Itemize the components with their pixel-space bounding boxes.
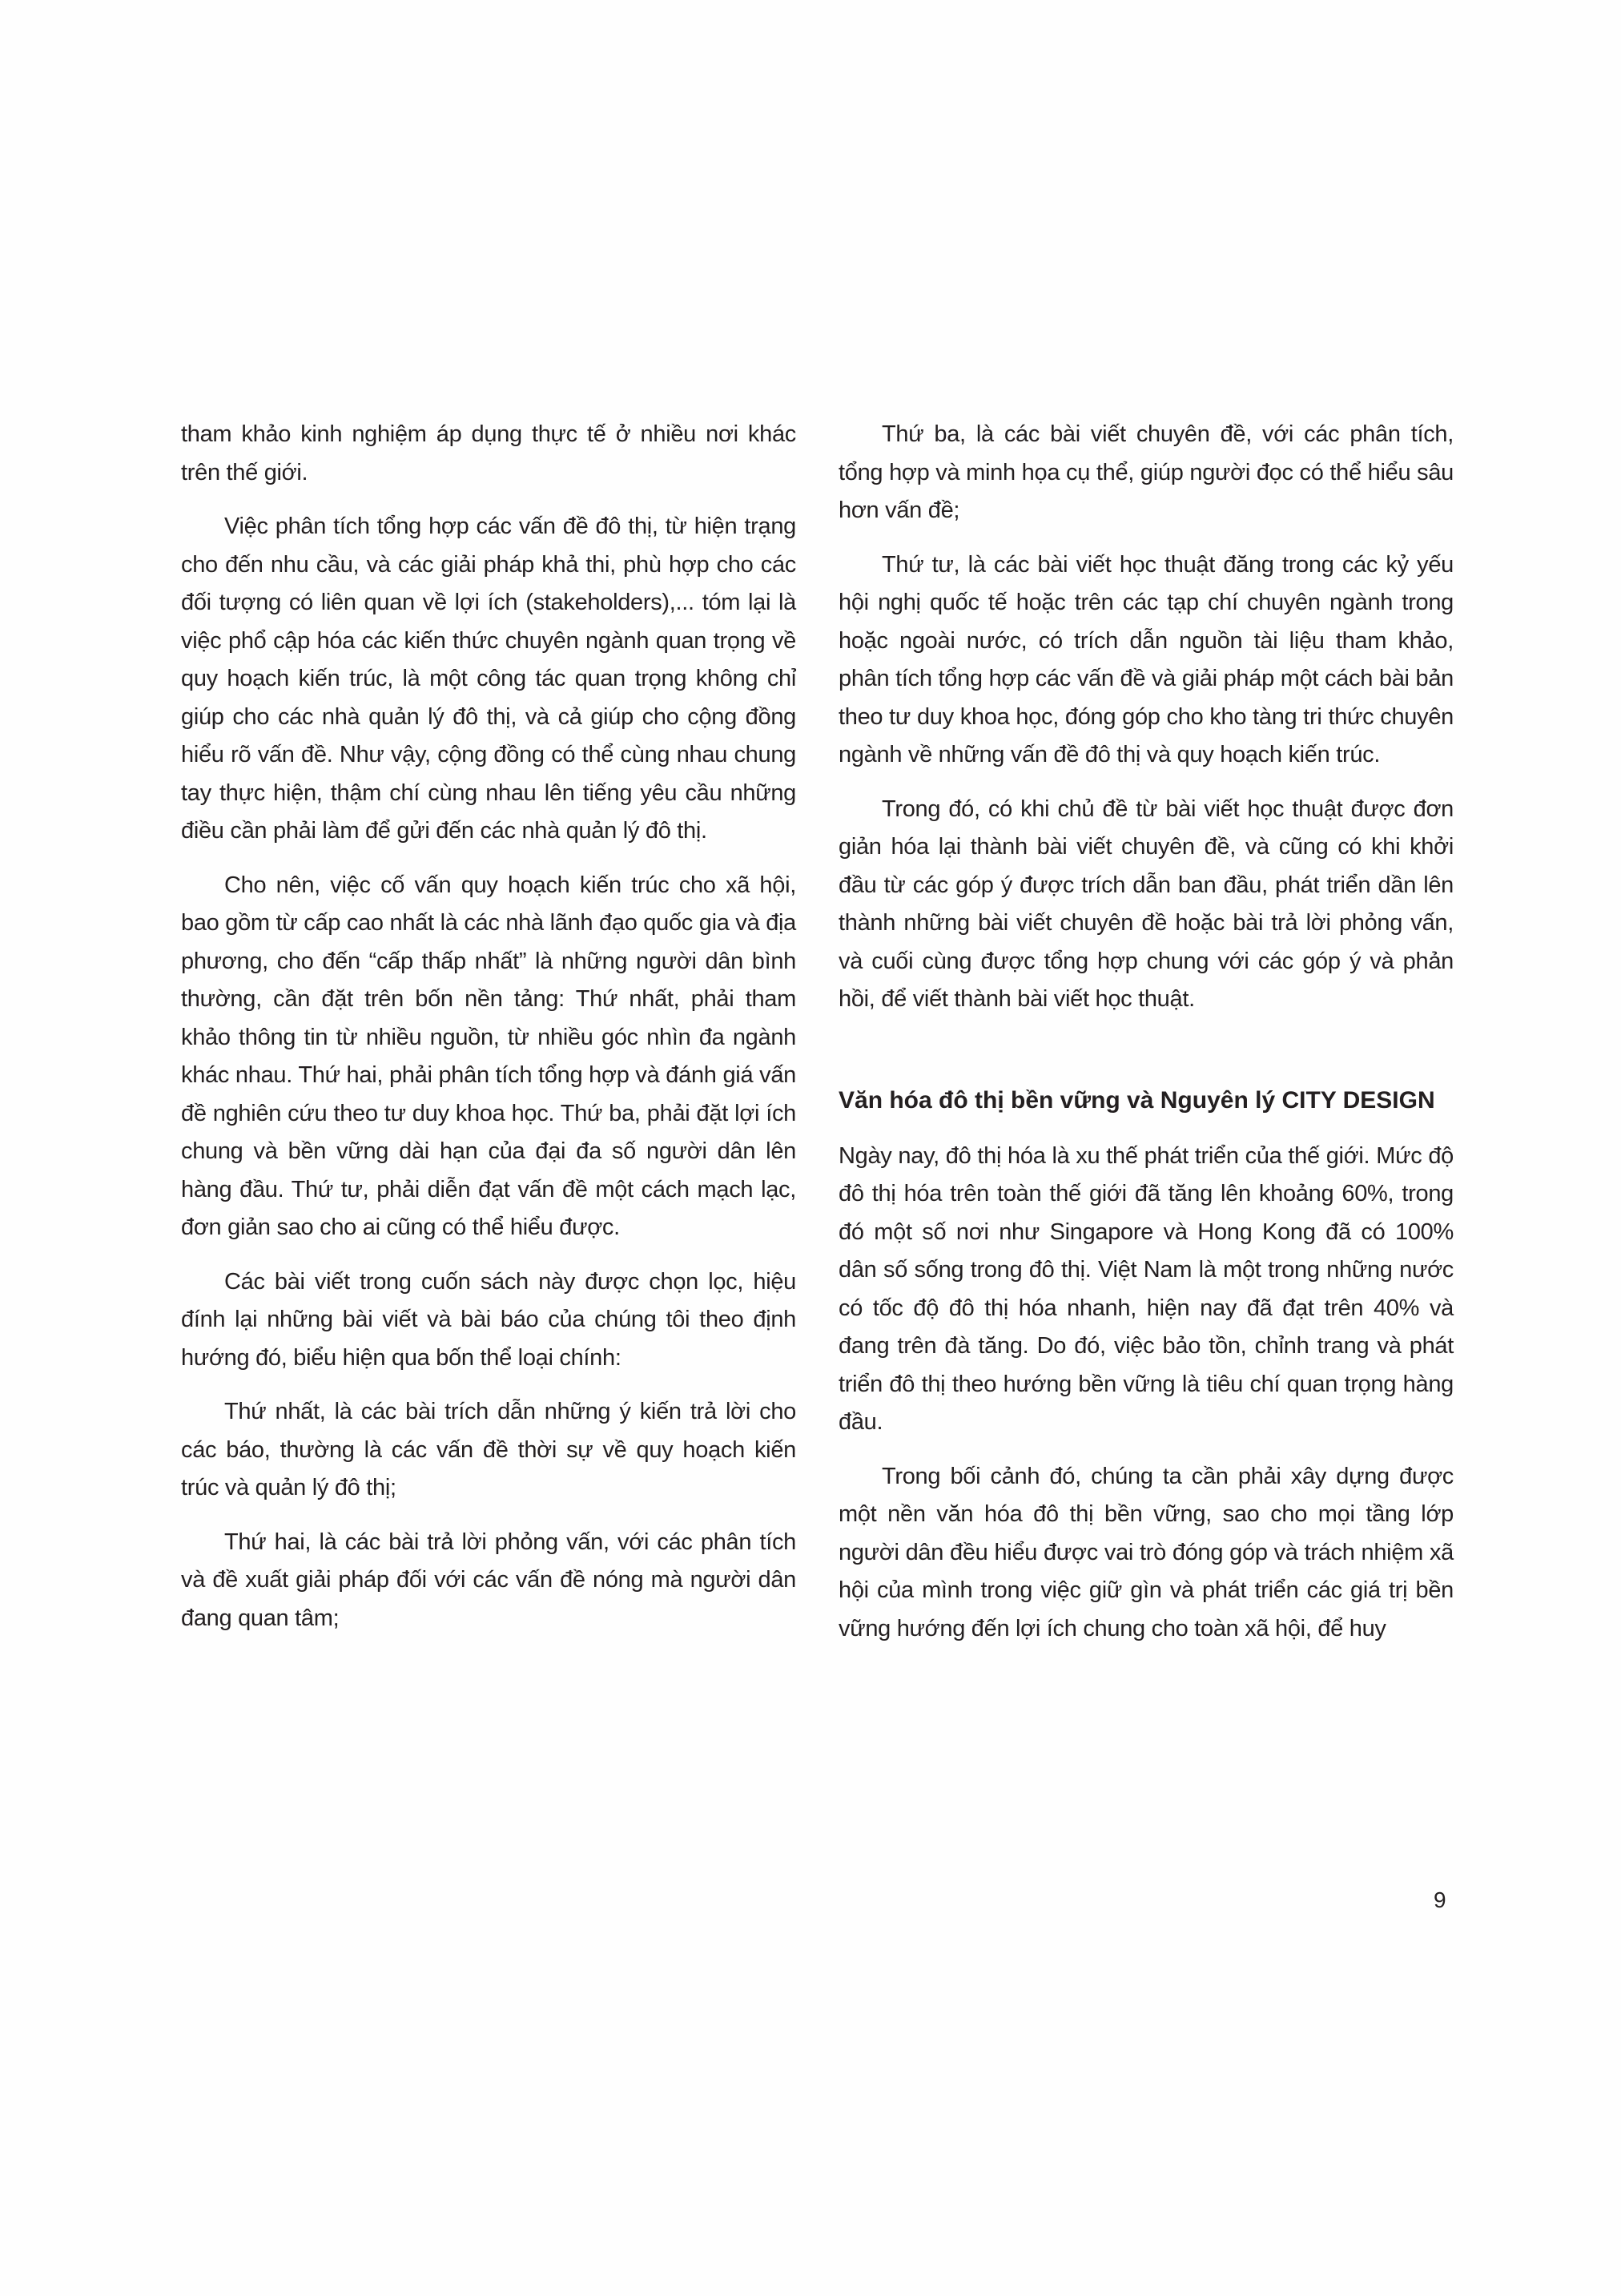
paragraph: Ngày nay, đô thị hóa là xu thế phát triển của thế giới. Mức độ đô thị hóa trên toàn thế giới đã tăng lên khoảng 60%, trong đó một số nơi như Singapore và Hong Kong đã có 100% dân số sống trong đô thị. Việt Nam là một trong những nước có tốc độ đô thị hóa nhanh, hiện nay đã đạt trên 40% và đang trên đà tăng. Do đó, việc bảo tồn, chỉnh trang và phát triển đô thị theo hướng bền vững là tiêu chí quan trọng hàng đầu. [839, 1142, 1454, 1435]
paragraph: Thứ tư, là các bài viết học thuật đăng trong các kỷ yếu hội nghị quốc tế hoặc trên các tạp chí chuyên ngành trong hoặc ngoài nước, có trích dẫn nguồn tài liệu tham khảo, phân tích tổng hợp các vấn đề và giải pháp một cách bài bản theo tư duy khoa học, đóng góp cho kho tàng tri thức chuyên ngành về những vấn đề đô thị và quy hoạch kiến trúc. [839, 551, 1454, 767]
paragraph: Trong đó, có khi chủ đề từ bài viết học thuật được đơn giản hóa lại thành bài viết chuyên đề, và cũng có khi khởi đầu từ các góp ý được trích dẫn ban đầu, phát triển dần lên thành những bài viết chuyên đề hoặc bài trả lời phỏng vấn, và cuối cùng được tổng hợp chung với các góp ý và phản hồi, để viết thành bài viết học thuật. [839, 796, 1454, 1012]
paragraph: Các bài viết trong cuốn sách này được chọn lọc, hiệu đính lại những bài viết và bài báo của chúng tôi theo định hướng đó, biểu hiện qua bốn thể loại chính: [181, 1268, 796, 1371]
page-number: 9 [1434, 1887, 1446, 1912]
left-column [181, 416, 796, 1654]
section-heading: Văn hóa đô thị bền vững và Nguyên lý CITY DESIGN [839, 1086, 1435, 1114]
paragraph: Thứ nhất, là các bài trích dẫn những ý kiến trả lời cho các báo, thường là các vấn đề thời sự về quy hoạch kiến trúc và quản lý đô thị; [181, 1399, 796, 1500]
right-column [839, 416, 1454, 1664]
paragraph: Thứ ba, là các bài viết chuyên đề, với các phân tích, tổng hợp và minh họa cụ thể, giúp người đọc có thể hiểu sâu hơn vấn đề; [839, 421, 1454, 523]
paragraph: Cho nên, việc cố vấn quy hoạch kiến trúc cho xã hội, bao gồm từ cấp cao nhất là các nhà lãnh đạo quốc gia và địa phương, cho đến “cấp thấp nhất” là những người dân bình thường, cần đặt trên bốn nền tảng: Thứ nhất, phải tham khảo thông tin từ nhiều nguồn, từ nhiều góc nhìn đa ngành khác nhau. Thứ hai, phải phân tích tổng hợp và đánh giá vấn đề nghiên cứu theo tư duy khoa học. Thứ ba, phải đặt lợi ích chung và bền vững dài hạn của đại đa số người dân lên hàng đầu. Thứ tư, phải diễn đạt vấn đề một cách mạch lạc, đơn giản sao cho ai cũng có thể hiểu được. [181, 872, 796, 1240]
paragraph: Trong bối cảnh đó, chúng ta cần phải xây dựng được một nền văn hóa đô thị bền vững, sao cho mọi tầng lớp người dân đều hiểu được vai trò đóng góp và trách nhiệm xã hội của mình trong việc giữ gìn và phát triển các giá trị bền vững hướng đến lợi ích chung cho toàn xã hội, để huy [839, 1463, 1454, 1641]
paragraph: tham khảo kinh nghiệm áp dụng thực tế ở nhiều nơi khác trên thế giới. [181, 421, 796, 485]
paragraph: Việc phân tích tổng hợp các vấn đề đô thị, từ hiện trạng cho đến nhu cầu, và các giải pháp khả thi, phù hợp cho các đối tượng có liên quan về lợi ích (stakeholders),... tóm lại là việc phổ cập hóa các kiến thức chuyên ngành quan trọng về quy hoạch kiến trúc, là một công tác quan trọng không chỉ giúp cho các nhà quản lý đô thị, và cả giúp cho cộng đồng hiểu rõ vấn đề. Như vậy, cộng đồng có thể cùng nhau chung tay thực hiện, thậm chí cùng nhau lên tiếng yêu cầu những điều cần phải làm để gửi đến các nhà quản lý đô thị. [181, 514, 796, 844]
paragraph: Thứ hai, là các bài trả lời phỏng vấn, với các phân tích và đề xuất giải pháp đối với các vấn đề nóng mà người dân đang quan tâm; [181, 1529, 796, 1631]
